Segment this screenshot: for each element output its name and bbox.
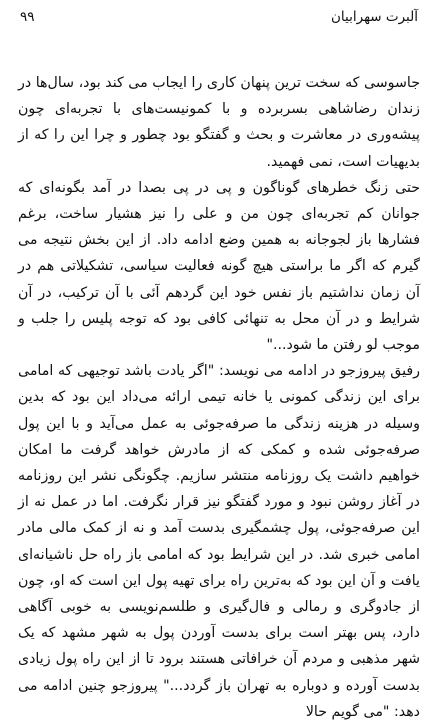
paragraph-3: رفیق پیروزجو در ادامه می نویسد: "اگر یادت باشد توجیهی که امامی برای این زندگی کمونی یا خانه تیمی ارائه می‌داد این بود که بدین وسیله در هزینه زندگی ما صرفه‌جوئی به عمل می‌آید و با این پول صرفه‌جوئی شده و کمکی که از مادرش خواهد گرفت ما امکان خواهیم داشت یک روزنامه منتشر سازیم. چگونگی نشر این روزنامه در آغاز روشن نبود و مورد گفتگو نیز قرار نگرفت. اما در عمل نه از این صرفه‌جوئی، پول چشمگیری بدست آمد و نه از کمک مالی مادر امامی خبری شد. در این شرایط بود که امامی باز راه حل ناشیانه‌ای یافت و آن این بود که به‌ترین راه برای تهیه پول این است که او، چون از جادوگری و رمالی و فال‌گیری و طلسم‌نویسی به خوبی آگاهی دارد، پس بهتر است برای بدست آوردن پول به شهر مشهد که یک شهر مذهبی و مردم آن خرافاتی هستند برود تا از این راه پول زیادی بدست آورده و دوباره به تهران باز گردد..." پیروزجو چنین ادامه می دهد: "می گویم حالا <box>18 363 420 720</box>
running-title: آلبرت سهرابیان <box>331 9 418 25</box>
paragraph-1: جاسوسی که سخت ترین پنهان کاری را ایجاب می کند بود، سال‌ها در زندان رضاشاهی بسربرده و با کمونیست‌های با تجربه‌ای چون پیشه‌وری در معاشرت و بحث و گفتگو بود چطور و چرا این را که از بدیهیات است، نمی فهمید. <box>18 75 420 170</box>
body-text <box>18 70 420 725</box>
page-number: ۹۹ <box>20 9 35 25</box>
paragraph-2: حتی زنگ خطرهای گوناگون و پی در پی بصدا در آمد بگونه‌ای که جوانان کم تجربه‌ای چون من و علی را نیز هشیار ساخت، برغم فشارها باز لجوجانه به همین وضع ادامه داد. از این بخش نتیجه می گیرم که اگر ما براستی هیچ گونه فعالیت سیاسی، تشکیلاتی هم در آن زمان نداشتیم باز نفس خود این گردهم آئی با آن ترکیب، در آن شرایط و در آن محل به تنهائی کافی بود که توجه پلیس را جلب و موجب لو رفتن ما شود..." <box>18 179 420 354</box>
page-header <box>18 8 420 28</box>
